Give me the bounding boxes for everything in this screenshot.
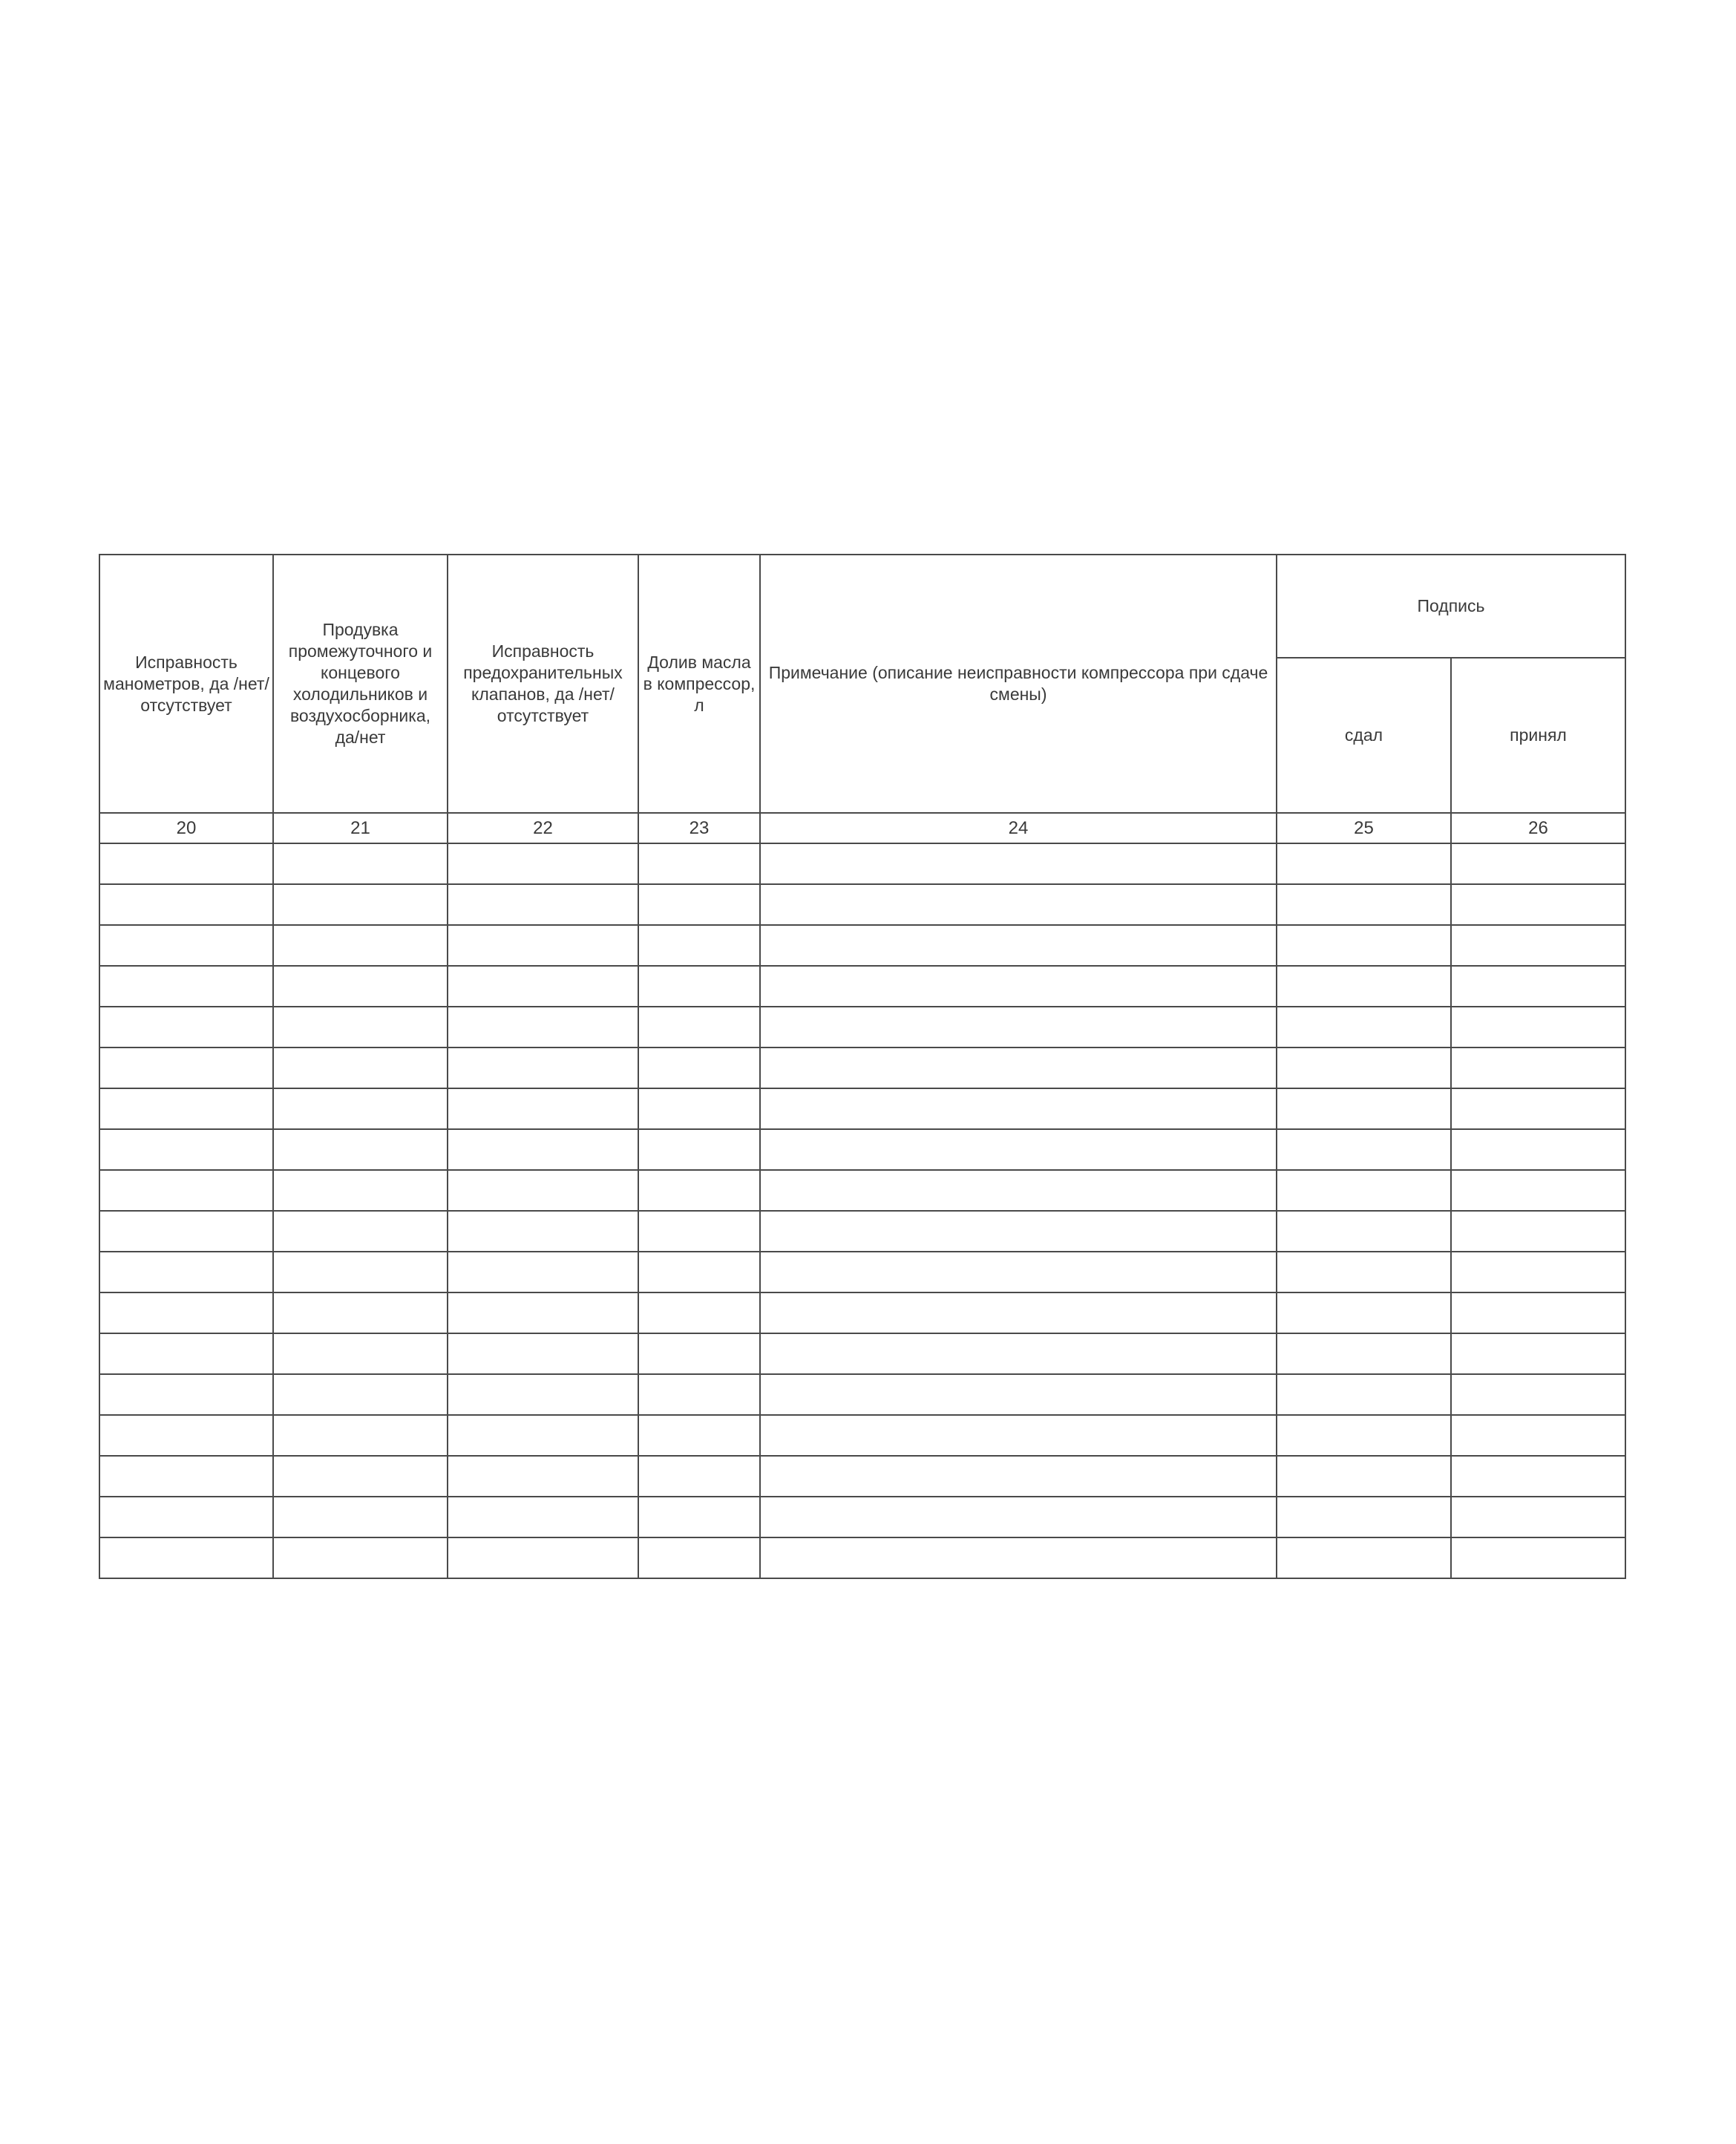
- header-accepted: принял: [1451, 658, 1625, 813]
- table-cell[interactable]: [448, 884, 638, 925]
- table-cell[interactable]: [1451, 1374, 1625, 1415]
- table-cell[interactable]: [760, 925, 1277, 966]
- table-cell[interactable]: [638, 1129, 760, 1170]
- table-row: [99, 1374, 1625, 1415]
- table-cell[interactable]: [448, 1537, 638, 1578]
- table-cell[interactable]: [273, 1088, 448, 1129]
- table-cell[interactable]: [638, 1415, 760, 1456]
- table-cell[interactable]: [1277, 966, 1451, 1007]
- table-cell[interactable]: [760, 1292, 1277, 1333]
- table-cell[interactable]: [1451, 1292, 1625, 1333]
- table-cell[interactable]: [448, 925, 638, 966]
- header-signature: Подпись: [1277, 555, 1625, 658]
- table-cell[interactable]: [99, 1374, 273, 1415]
- table-cell[interactable]: [760, 1456, 1277, 1497]
- header-handed-over: сдал: [1277, 658, 1451, 813]
- column-number: 22: [448, 813, 638, 843]
- table-cell[interactable]: [1277, 1252, 1451, 1292]
- table-row: [99, 1088, 1625, 1129]
- table-cell[interactable]: [760, 843, 1277, 884]
- table-cell[interactable]: [273, 1537, 448, 1578]
- table-cell[interactable]: [1451, 1252, 1625, 1292]
- table-cell[interactable]: [99, 1048, 273, 1088]
- table-cell[interactable]: [760, 1170, 1277, 1211]
- table-cell[interactable]: [760, 1007, 1277, 1048]
- table-row: [99, 884, 1625, 925]
- table-cell[interactable]: [1451, 1537, 1625, 1578]
- table-cell[interactable]: [1277, 1088, 1451, 1129]
- table-cell[interactable]: [448, 1333, 638, 1374]
- table-cell[interactable]: [99, 1537, 273, 1578]
- header-coolers-purge: Продувка промежуточного и концевого холодильников и воздухосборника, да/нет: [273, 555, 448, 813]
- column-number: 21: [273, 813, 448, 843]
- table-cell[interactable]: [273, 1211, 448, 1252]
- table-cell[interactable]: [1451, 925, 1625, 966]
- table-row: [99, 1456, 1625, 1497]
- table-cell[interactable]: [1277, 1415, 1451, 1456]
- table-cell[interactable]: [1277, 1537, 1451, 1578]
- table-cell[interactable]: [638, 1170, 760, 1211]
- table-cell[interactable]: [448, 1170, 638, 1211]
- table-row: [99, 1170, 1625, 1211]
- table-cell[interactable]: [638, 1497, 760, 1537]
- table-cell[interactable]: [273, 1252, 448, 1292]
- table-row: [99, 1292, 1625, 1333]
- table-cell[interactable]: [273, 1415, 448, 1456]
- table-row: [99, 1497, 1625, 1537]
- table-cell[interactable]: [638, 1333, 760, 1374]
- table-cell[interactable]: [273, 1170, 448, 1211]
- table-row: [99, 1537, 1625, 1578]
- table-cell[interactable]: [99, 884, 273, 925]
- table-cell[interactable]: [448, 1088, 638, 1129]
- table-cell[interactable]: [1277, 1333, 1451, 1374]
- table-cell[interactable]: [638, 1007, 760, 1048]
- table-cell[interactable]: [1277, 1129, 1451, 1170]
- column-number: 26: [1451, 813, 1625, 843]
- column-number: 24: [760, 813, 1277, 843]
- table-cell[interactable]: [638, 1088, 760, 1129]
- table-cell[interactable]: [448, 1007, 638, 1048]
- table-cell[interactable]: [448, 966, 638, 1007]
- table-cell[interactable]: [760, 1252, 1277, 1292]
- table-cell[interactable]: [1277, 1211, 1451, 1252]
- table-cell[interactable]: [99, 1333, 273, 1374]
- header-safety-valves-serviceability: Исправность предохранительных клапанов, да /нет/ отсутствует: [448, 555, 638, 813]
- table-cell[interactable]: [1451, 966, 1625, 1007]
- table-row: [99, 1129, 1625, 1170]
- table-cell[interactable]: [448, 1456, 638, 1497]
- table-cell[interactable]: [638, 1211, 760, 1252]
- table-cell[interactable]: [1277, 1048, 1451, 1088]
- table-cell[interactable]: [638, 1292, 760, 1333]
- table-cell[interactable]: [99, 1252, 273, 1292]
- table-row: [99, 966, 1625, 1007]
- table-cell[interactable]: [1451, 1088, 1625, 1129]
- table-cell[interactable]: [1277, 1497, 1451, 1537]
- table-cell[interactable]: [1277, 843, 1451, 884]
- log-body: [99, 813, 1625, 1578]
- table-cell[interactable]: [1451, 1497, 1625, 1537]
- table-cell[interactable]: [448, 1292, 638, 1333]
- table-cell[interactable]: [273, 1048, 448, 1088]
- table-row: [99, 1333, 1625, 1374]
- table-row: [99, 1048, 1625, 1088]
- table-cell[interactable]: [1451, 1007, 1625, 1048]
- table-cell[interactable]: [448, 1374, 638, 1415]
- table-cell[interactable]: [273, 1292, 448, 1333]
- column-numbers-row: [99, 813, 1625, 843]
- table-cell[interactable]: [638, 843, 760, 884]
- table-cell[interactable]: [448, 1252, 638, 1292]
- table-row: [99, 843, 1625, 884]
- table-cell[interactable]: [760, 1333, 1277, 1374]
- table-cell[interactable]: [273, 1497, 448, 1537]
- table-cell[interactable]: [99, 1088, 273, 1129]
- table-row: [99, 1252, 1625, 1292]
- table-cell[interactable]: [273, 966, 448, 1007]
- table-cell[interactable]: [448, 1211, 638, 1252]
- table-cell[interactable]: [1451, 1456, 1625, 1497]
- table-cell[interactable]: [638, 1537, 760, 1578]
- table-cell[interactable]: [448, 1048, 638, 1088]
- table-cell[interactable]: [638, 1252, 760, 1292]
- column-number: 23: [638, 813, 760, 843]
- compressor-log-table: [99, 554, 1626, 1579]
- table-cell[interactable]: [638, 966, 760, 1007]
- table-cell[interactable]: [99, 1497, 273, 1537]
- table-cell[interactable]: [760, 1537, 1277, 1578]
- table-cell[interactable]: [760, 1129, 1277, 1170]
- table-cell[interactable]: [99, 925, 273, 966]
- table-cell[interactable]: [99, 1415, 273, 1456]
- table-row: [99, 925, 1625, 966]
- table-cell[interactable]: [273, 1129, 448, 1170]
- table-cell[interactable]: [273, 843, 448, 884]
- table-cell[interactable]: [1451, 843, 1625, 884]
- table-cell[interactable]: [273, 884, 448, 925]
- table-cell[interactable]: [1451, 1333, 1625, 1374]
- header-oil-top-up: Долив масла в компрессор, л: [638, 555, 760, 813]
- table-cell[interactable]: [273, 925, 448, 966]
- table-cell[interactable]: [638, 925, 760, 966]
- table-cell[interactable]: [638, 884, 760, 925]
- table-cell[interactable]: [760, 1497, 1277, 1537]
- table-cell[interactable]: [448, 1497, 638, 1537]
- table-cell[interactable]: [1277, 925, 1451, 966]
- table-cell[interactable]: [99, 1211, 273, 1252]
- table-cell[interactable]: [760, 884, 1277, 925]
- table-cell[interactable]: [1451, 1129, 1625, 1170]
- table-cell[interactable]: [99, 966, 273, 1007]
- table-cell[interactable]: [99, 1292, 273, 1333]
- table-cell[interactable]: [1277, 1456, 1451, 1497]
- table-cell[interactable]: [273, 1456, 448, 1497]
- table-cell[interactable]: [638, 1374, 760, 1415]
- table-row: [99, 1415, 1625, 1456]
- table-cell[interactable]: [99, 1170, 273, 1211]
- table-cell[interactable]: [1277, 1374, 1451, 1415]
- table-cell[interactable]: [760, 1415, 1277, 1456]
- table-cell[interactable]: [448, 843, 638, 884]
- header-remarks: Примечание (описание неисправности компрессора при сдаче смены): [760, 555, 1277, 813]
- table-cell[interactable]: [1451, 1415, 1625, 1456]
- table-cell[interactable]: [99, 1007, 273, 1048]
- table-row: [99, 1007, 1625, 1048]
- table-cell[interactable]: [1277, 884, 1451, 925]
- table-cell[interactable]: [760, 1374, 1277, 1415]
- table-cell[interactable]: [448, 1129, 638, 1170]
- table-cell[interactable]: [273, 1333, 448, 1374]
- table-cell[interactable]: [1277, 1292, 1451, 1333]
- table-cell[interactable]: [273, 1374, 448, 1415]
- table-cell[interactable]: [99, 1129, 273, 1170]
- table-cell[interactable]: [1451, 1048, 1625, 1088]
- column-number: 20: [99, 813, 273, 843]
- table-cell[interactable]: [760, 1088, 1277, 1129]
- header-gauges-serviceability: Исправность манометров, да /нет/ отсутствует: [99, 555, 273, 813]
- table-cell[interactable]: [1451, 1211, 1625, 1252]
- table-cell[interactable]: [273, 1007, 448, 1048]
- table-row: [99, 1211, 1625, 1252]
- table-cell[interactable]: [760, 966, 1277, 1007]
- table-cell[interactable]: [99, 1456, 273, 1497]
- column-number: 25: [1277, 813, 1451, 843]
- table-cell[interactable]: [760, 1211, 1277, 1252]
- table-cell[interactable]: [1277, 1170, 1451, 1211]
- table-cell[interactable]: [1451, 1170, 1625, 1211]
- table-cell[interactable]: [1451, 884, 1625, 925]
- table-cell[interactable]: [99, 843, 273, 884]
- table-cell[interactable]: [760, 1048, 1277, 1088]
- table-cell[interactable]: [638, 1048, 760, 1088]
- table-cell[interactable]: [638, 1456, 760, 1497]
- table-cell[interactable]: [448, 1415, 638, 1456]
- table-cell[interactable]: [1277, 1007, 1451, 1048]
